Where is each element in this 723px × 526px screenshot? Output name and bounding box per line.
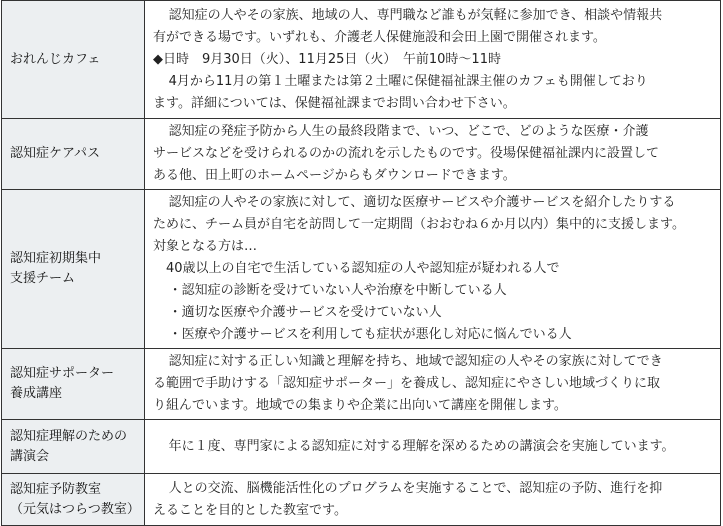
- table-row-orange-cafe: [2, 1, 721, 119]
- row-description: [145, 1, 721, 119]
- desc-line: ある他、田上町のホームページからもダウンロードできます。: [153, 168, 516, 183]
- bullet-item: ・適切な医療や介護サービスを受けていない人: [168, 305, 442, 320]
- heading-line: 認知症初期集中: [10, 251, 102, 266]
- desc-line: 年に１度、専門家による認知症に対する理解を深めるための講演会を実施しています。: [168, 438, 675, 454]
- heading-line: 支援チーム: [10, 271, 76, 286]
- services-table: [1, 0, 721, 526]
- bullet-item: ・認知症の診断を受けていない人や治療を中断している人: [168, 283, 507, 298]
- desc-line: 認知症の発症予防から人生の最終段階まで、いつ、どこで、どのような医療・介護: [168, 124, 649, 139]
- row-heading: [2, 420, 145, 474]
- desc-line: 認知症に対する正しい知識と理解を持ち、地域で認知症の人やその家族に対してでき: [168, 354, 663, 369]
- row-heading: [2, 190, 145, 349]
- heading-line: 認知症予防教室: [10, 481, 102, 497]
- heading-line: 認知症ケアパス: [10, 146, 100, 161]
- desc-line: ために、チーム員が自宅を訪問して一定期間（おおむね６か月以内）集中的に支援します。: [153, 217, 685, 232]
- desc-line: 対象となる方は…: [153, 239, 258, 254]
- row-heading: [2, 349, 145, 420]
- desc-line: ます。詳細については、保健福祉課までお問い合わせ下さい。: [153, 95, 516, 111]
- heading-line: （元気はつらつ教室）: [10, 501, 140, 517]
- table-row-lecture: [2, 420, 721, 474]
- row-description: [145, 190, 721, 349]
- desc-line: 認知症の人やその家族に対して、適切な医療サービスや介護サービスを紹介したりする: [168, 195, 676, 210]
- desc-line: 人との交流、脳機能活性化のプログラムを実施することで、認知症の予防、進行を抑: [168, 480, 663, 496]
- desc-line-schedule: ◆日時 9月30日（火）、11月25日（火） 午前10時～11時: [153, 51, 501, 67]
- bullet-item: ・医療や介護サービスを利用しても症状が悪化し対応に悩んでいる人: [168, 327, 572, 342]
- heading-line: 認知症サポーター: [10, 366, 115, 381]
- table-row-prevention-class: [2, 474, 721, 526]
- desc-line: えることを目的とした教室です。: [153, 502, 347, 518]
- desc-line: 有ができる場です。いずれも、介護老人保健施設和会田上園で開催されます。: [153, 29, 606, 45]
- desc-line: 40歳以上の自宅で生活している認知症の人や認知症が疑われる人で: [166, 261, 560, 276]
- heading-line: 養成講座: [10, 386, 63, 401]
- desc-line: る範囲で手助けする「認知症サポーター」を養成し、認知症にやさしい地域づくりに取: [153, 376, 661, 391]
- row-heading: [2, 119, 145, 190]
- table-row-care-path: [2, 119, 721, 190]
- row-description: [145, 119, 721, 190]
- table-row-supporter-training: [2, 349, 721, 420]
- row-description: [145, 420, 721, 474]
- row-description: [145, 474, 721, 526]
- desc-line: り組んでいます。地域での集まりや企業に出向いて講座を開催します。: [153, 398, 567, 413]
- desc-line: 認知症の人やその家族、地域の人、専門職など誰もが気軽に参加でき、相談や情報共: [168, 7, 663, 23]
- desc-line: 4月から11月の第１土曜または第２土曜に保健福祉課主催のカフェも開催しており: [168, 73, 648, 89]
- row-heading: [2, 1, 145, 119]
- row-heading: [2, 474, 145, 526]
- desc-line: サービスなどを受けられるのかの流れを示したものです。役場保健福祉課内に設置して: [153, 146, 659, 161]
- heading-line: 認知症理解のための: [10, 428, 128, 444]
- row-description: [145, 349, 721, 420]
- heading-line: おれんじカフェ: [10, 51, 101, 67]
- table-row-support-team: [2, 190, 721, 349]
- heading-line: 講演会: [10, 448, 50, 464]
